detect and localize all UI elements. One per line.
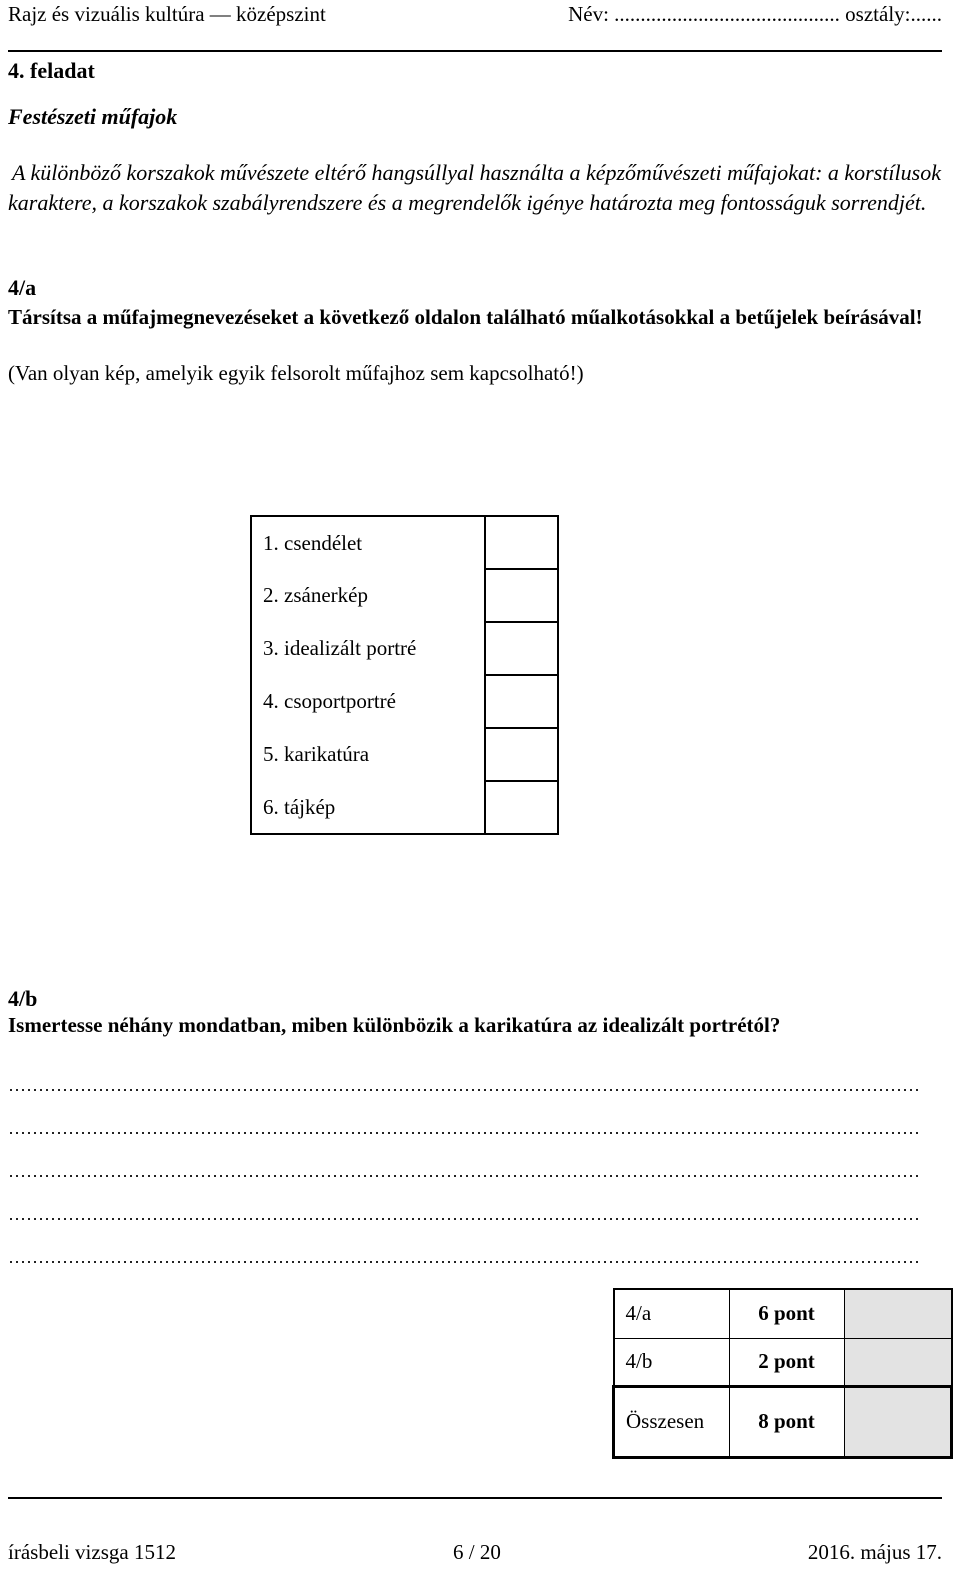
- header-name-class: Név: ........................................... osztály:......: [568, 2, 942, 26]
- score-row: [614, 1338, 952, 1386]
- score-table: [612, 1288, 953, 1459]
- genre-label: 6. tájkép: [251, 781, 485, 834]
- score-points: 6 pont: [729, 1289, 844, 1338]
- page-footer: [8, 1540, 942, 1570]
- score-row: [614, 1386, 952, 1457]
- genre-row: [251, 569, 558, 622]
- genre-label: 3. idealizált portré: [251, 622, 485, 675]
- answer-line[interactable]: [8, 1218, 920, 1220]
- answer-box[interactable]: [485, 675, 558, 728]
- answer-box[interactable]: [485, 781, 558, 834]
- header-subject: Rajz és vizuális kultúra — középszint: [8, 2, 326, 26]
- score-box[interactable]: [844, 1386, 952, 1457]
- genre-row: [251, 516, 558, 569]
- genre-label: 5. karikatúra: [251, 728, 485, 781]
- answer-box[interactable]: [485, 728, 558, 781]
- answer-box[interactable]: [485, 569, 558, 622]
- footer-exam: írásbeli vizsga 1512: [8, 1540, 176, 1564]
- answer-line[interactable]: [8, 1132, 920, 1134]
- score-label: Összesen: [614, 1386, 730, 1457]
- answer-line[interactable]: [8, 1175, 920, 1177]
- genre-row: [251, 622, 558, 675]
- score-label: 4/b: [614, 1338, 730, 1386]
- score-label: 4/a: [614, 1289, 730, 1338]
- task-intro: A különböző korszakok művészete eltérő hangsúllyal használta a képzőművészeti műfajokat: a korstílusok karaktere, a korszakok szabályrendszere és a megrendelők igénye határozta meg fontosságuk sorrendjét.: [8, 160, 941, 215]
- answer-box[interactable]: [485, 622, 558, 675]
- task-a-label: 4/a: [8, 275, 37, 300]
- genre-row: [251, 781, 558, 834]
- answer-box[interactable]: [485, 516, 558, 569]
- genre-label: 4. csoportportré: [251, 675, 485, 728]
- task-b-label: 4/b: [8, 986, 38, 1011]
- task-b-question: Ismertesse néhány mondatban, miben különbözik a karikatúra az idealizált portrétól?: [8, 1013, 781, 1037]
- genre-row: [251, 728, 558, 781]
- footer-page-number: 6 / 20: [453, 1540, 501, 1564]
- score-box[interactable]: [844, 1338, 952, 1386]
- page-header: [8, 2, 942, 52]
- genre-label: 1. csendélet: [251, 516, 485, 569]
- footer-rule: [8, 1497, 942, 1499]
- score-points: 8 pont: [729, 1386, 844, 1457]
- answer-line[interactable]: [8, 1089, 920, 1091]
- genre-row: [251, 675, 558, 728]
- task-title: Festészeti műfajok: [8, 104, 178, 129]
- score-box[interactable]: [844, 1289, 952, 1338]
- task-a-note: (Van olyan kép, amelyik egyik felsorolt műfajhoz sem kapcsolható!): [8, 361, 584, 385]
- task-a-instruction: Társítsa a műfajmegnevezéseket a következő oldalon található műalkotásokkal a betűjelek beírásával!: [8, 305, 923, 329]
- genre-table: [250, 515, 559, 835]
- score-points: 2 pont: [729, 1338, 844, 1386]
- answer-line[interactable]: [8, 1261, 920, 1263]
- header-rule: [8, 50, 942, 52]
- score-row: [614, 1289, 952, 1338]
- genre-label: 2. zsánerkép: [251, 569, 485, 622]
- task-number: 4. feladat: [8, 58, 95, 83]
- footer-date: 2016. május 17.: [807, 1540, 942, 1564]
